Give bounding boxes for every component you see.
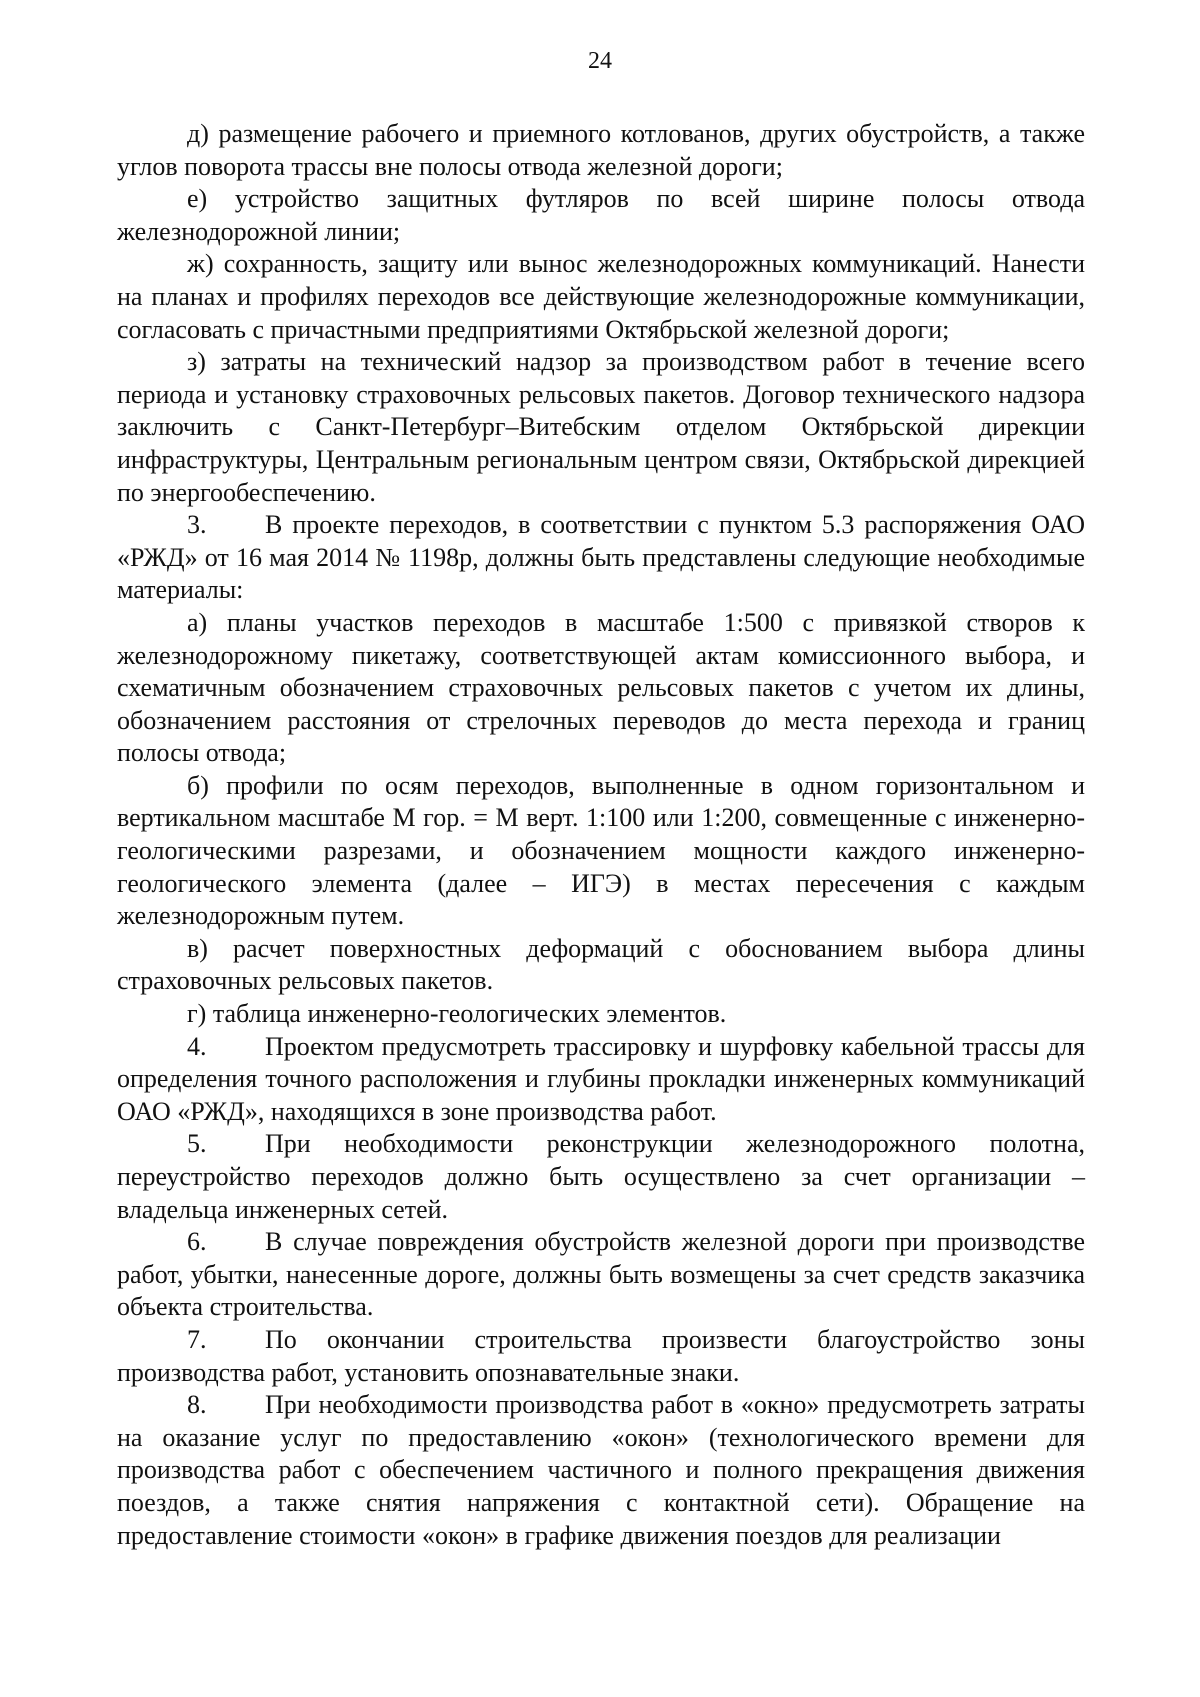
numbered-paragraph-5: [117, 1128, 1085, 1226]
paragraph-item-b: б) профили по осям переходов, выполненные в одном горизонтальном и вертикальном масштабе М гор. = М верт. 1:100 или 1:200, совмещенные с инженерно-геологическими разрезами, и обозначением мощности каждого инженерно-геологического элемента (далее – ИГЭ) в местах пересечения с каждым железнодорожным путем.: [117, 770, 1085, 931]
paragraph-number: 8.: [187, 1390, 207, 1420]
paragraph-text: При необходимости производства работ в «окно» предусмотреть затраты на оказание услуг по предоставлению «окон» (технологического времени для производства работ с обеспечением частичного и полного прекращения движения поездов, а также снятия напряжения с контактной сети). Обращение на предоставление стоимости «окон» в графике движения поездов для реализации: [117, 1390, 1085, 1550]
paragraph-text: Проектом предусмотреть трассировку и шурфовку кабельной трассы для определения точного расположения и глубины прокладки инженерных коммуникаций ОАО «РЖД», находящихся в зоне производства работ.: [117, 1031, 1085, 1126]
numbered-paragraph-8: [117, 1389, 1085, 1552]
paragraph-text: В случае повреждения обустройств железной дороги при производстве работ, убытки, нанесенные дороге, должны быть возмещены за счет средств заказчика объекта строительства.: [117, 1227, 1085, 1322]
paragraph-number: 4.: [187, 1031, 207, 1061]
paragraph-item-g: г) таблица инженерно-геологических элементов.: [187, 999, 727, 1029]
numbered-paragraph-7: [117, 1324, 1085, 1389]
paragraph-text: В проекте переходов, в соответствии с пунктом 5.3 распоряжения ОАО «РЖД» от 16 мая 2014 № 1198р, должны быть представлены следующие необходимые материалы:: [117, 510, 1085, 605]
paragraph-item-v: в) расчет поверхностных деформаций с обоснованием выбора длины страховочных рельсовых пакетов.: [117, 933, 1085, 996]
paragraph-number: 7.: [187, 1324, 207, 1354]
paragraph-item-d: д) размещение рабочего и приемного котлованов, других обустройств, а также углов поворота трассы вне полосы отвода железной дороги;: [117, 119, 1085, 181]
paragraph-number: 6.: [187, 1227, 207, 1257]
numbered-paragraph-6: [117, 1226, 1085, 1324]
body-text: [117, 118, 1085, 1552]
numbered-paragraph-4: [117, 1031, 1085, 1129]
paragraph-number: 5.: [187, 1129, 207, 1159]
paragraph-item-e: е) устройство защитных футляров по всей ширине полосы отвода железнодорожной линии;: [117, 184, 1085, 246]
numbered-paragraph-3: [117, 509, 1085, 607]
paragraph-item-z: з) затраты на технический надзор за производством работ в течение всего периода и установку страховочных рельсовых пакетов. Договор технического надзора заключить с Санкт-Петербург–Витебским отделом Октябрьской дирекции инфраструктуры, Центральным региональным центром связи, Октябрьской дирекцией по энергообеспечению.: [117, 347, 1085, 507]
paragraph-item-a: а) планы участков переходов в масштабе 1:500 с привязкой створов к железнодорожному пикетажу, соответствующей актам комиссионного выбора, и схематичным обозначением страховочных рельсовых пакетов с учетом их длины, обозначением расстояния от стрелочных переводов до места перехода и границ полосы отвода;: [117, 607, 1085, 768]
paragraph-text: По окончании строительства произвести благоустройство зоны производства работ, установить опознавательные знаки.: [117, 1324, 1085, 1387]
paragraph-item-zh: ж) сохранность, защиту или вынос железнодорожных коммуникаций. Нанести на планах и профилях переходов все действующие железнодорожные коммуникации, согласовать с причастными предприятиями Октябрьской железной дороги;: [117, 249, 1085, 344]
paragraph-number: 3.: [187, 510, 207, 540]
page-number: 24: [588, 48, 612, 74]
paragraph-text: При необходимости реконструкции железнодорожного полотна, переустройство переходов должно быть осуществлено за счет организации – владельца инженерных сетей.: [117, 1129, 1085, 1224]
